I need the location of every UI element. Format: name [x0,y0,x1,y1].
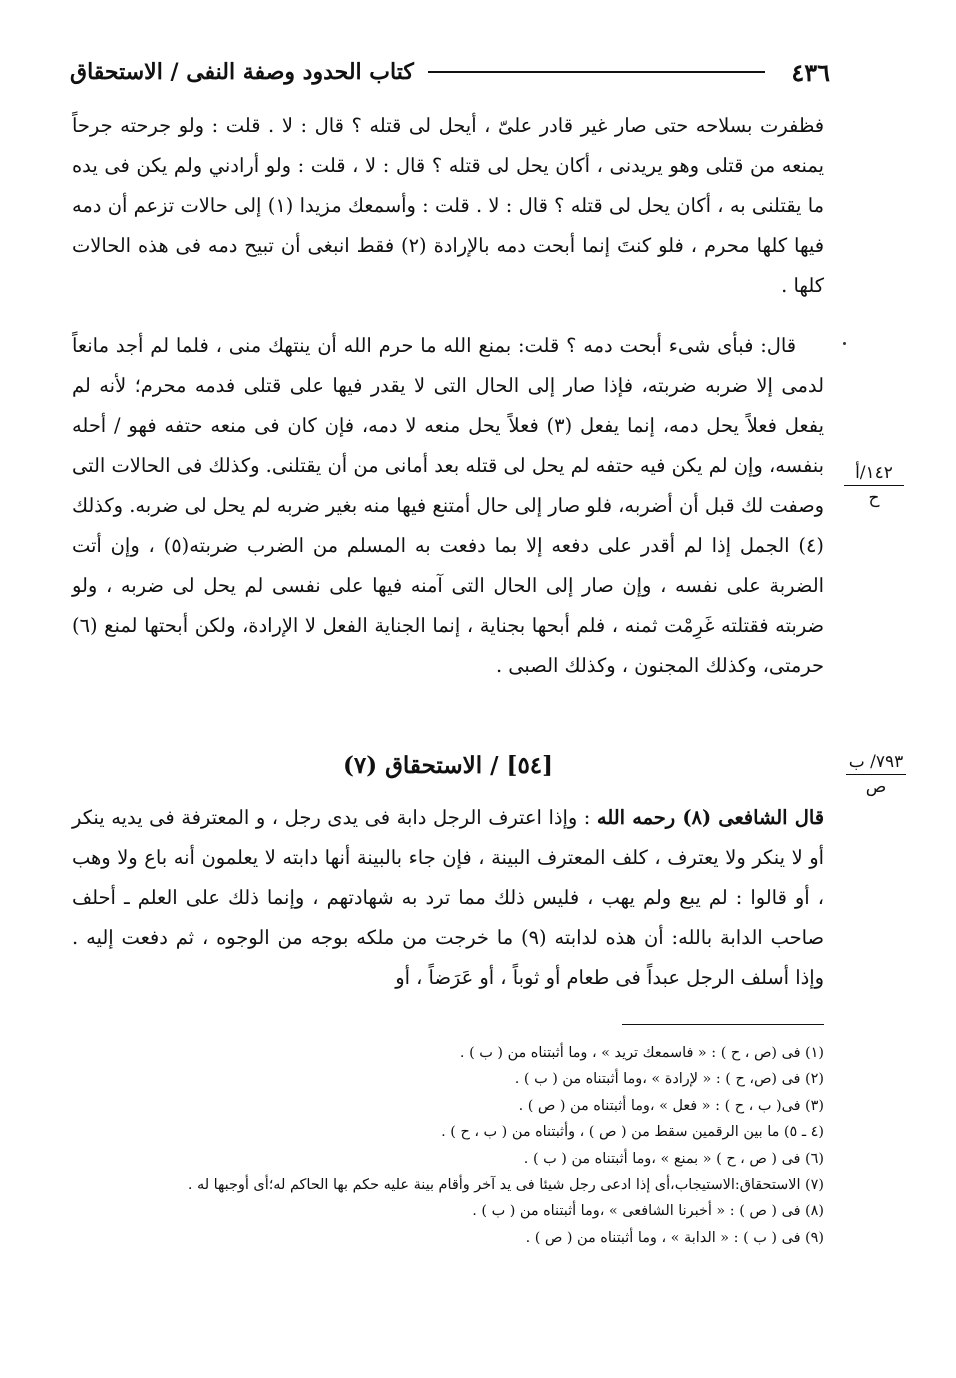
footnote: (٩) فى ( ب ) : « الدابة » ، وما أثبتناه من ( ص ) . [525,1229,824,1246]
footnote-rule [622,1024,824,1025]
footnote: (٢) فى (ص، ح ) : « لإرادة » ،وما أثبتناه من ( ب ) . [514,1071,824,1088]
header-rule [428,71,766,73]
footnote: (٤ ـ ٥) ما بين الرقمين سقط من ( ص ) ، وأثبتناه من ( ب ، ح ) . [441,1124,824,1141]
page-number: ٤٣٦ [791,57,830,87]
running-title: كتاب الحدود وصفة النفى / الاستحقاق [70,59,414,85]
margin-mark [843,342,846,345]
paragraph-3 [72,798,824,998]
margin-reference-2-siglum: ص [865,777,887,797]
paragraph-2: قال: فبأى شىء أبحت دمه ؟ قلت: بمنع الله ما حرم الله أن ينتهك منى ، فلما لم أجد مانعاً لدمى إلا ضربه ضربته، فإذا صار إلى الحال التى لا يقدر فيها على قتلى فدمه محرم؛ لأنه لم يفعل فعلاً يحل دمه، إنما يفعل (٣) فعلاً يحل منعه لا دمه، فإن كان فى منعه حتفه فهو / أحله بنفسه، وإن لم يكن فيه حتفه لم يحل لى قتله بعد أمانى من أن يقتلنى. وكذلك فى الحالات التى وصفت لك قبل أن أضربه، فلو صار إلى حال أمتنع فيها منه بغير ضربه لم يحل لى ضربه. وكذلك (٤) الجمل إذا لم أقدر على دفعه إلا بما دفعت به المسلم من الضرب ضربته(٥) ، وإن أتت الضربة على نفسه ، وإن صار إلى الحال التى آمنه فيها على نفسى لم يحل لى ضربه ، ولو ضربته فقتلته غَرِمْت ثمنه ، فلم أبحها بجناية ، إنما الجناية الفعل لا الإرادة، ولكن أبحتها لمنع (٦) حرمتى، وكذلك المجنون ، وكذلك الصبى . [72,334,824,677]
paragraph-3-text: : وإذا اعترف الرجل دابة فى يدى رجل ، و المعترفة فى يديه ينكر أو لا ينكر ولا يعترف ، كلف المعترف البينة ، فإن جاء بالبينة أنها دابته لا يعلمون أنه باع ولا وهب ، أو قالوا : لم يبع ولم يهب ، فليس ذلك مما ترد به شهادتهم ، وإنما ذلك على العلم ـ أحلف صاحب الدابة بالله: أن هذه لدابته (٩) ما خرجت من ملكه بوجه من الوجوه ، ثم دفعت إليه . وإذا أسلف الرجل عبداً فى طعام أو ثوباً ، أو عَرَضاً ، أو [72,806,824,989]
margin-reference-1-folio: ١٤٢/أ [855,463,893,483]
footnote: (٦) فى ( ص ، ح ) « بمنع » ،وما أثبتناه من ( ب ) . [523,1150,824,1167]
paragraph-1: فظفرت بسلاحه حتى صار غير قادر علىّ ، أيحل لى قتله ؟ قال : لا . قلت : ولو جرحته جرحاً يمنعه من قتلى وهو يريدنى ، أكان يحل لى قتله ؟ قال : لا ، قلت : ولو أرادني ولم يكن فى يده ما يقتلنى به ، أكان يحل لى قتله ؟ قال : لا . قلت : وأسمعك مزيدا (١) إلى حالات تزعم أن دمه فيها كلها محرم ، فلو كنتَ إنما أبحت دمه بالإرادة (٢) فقط انبغى أن تبيح دمه فى هذه الحالات كلها . [72,114,824,297]
margin-reference-2-rule [846,774,906,775]
footnote: (٣) فى( ب ، ح ) : « فعل » ،وما أثبتناه من ( ص ) . [518,1097,824,1114]
margin-reference-2 [840,752,912,797]
section-heading: [٥٤] / الاستحقاق (٧) [342,752,554,779]
page-header [70,52,830,92]
margin-reference-2-folio: ٧٩٣/ ب [848,752,904,772]
paragraph-3-lead: قال الشافعى (٨) رحمه الله [596,806,825,829]
footnote: (٨) فى ( ص ) : « أخبرنا الشافعى » ،وما أثبتناه من ( ب ) . [472,1203,824,1220]
margin-reference-1-rule [844,485,904,486]
margin-reference-1-siglum: ح [868,488,880,508]
footnote: (٧) الاستحقاق:الاستيجاب،أى إذا ادعى رجل شيئا فى يد آخر وأقام بينة عليه حكم بها الحاكم له؛أى أوجبها له . [187,1177,824,1194]
footnotes [72,1040,824,1251]
footnote: (١) فى (ص ، ح ) : « فاسمعك تريد » ، وما أثبتناه من ( ب ) . [459,1045,824,1061]
margin-reference-1 [838,463,910,508]
